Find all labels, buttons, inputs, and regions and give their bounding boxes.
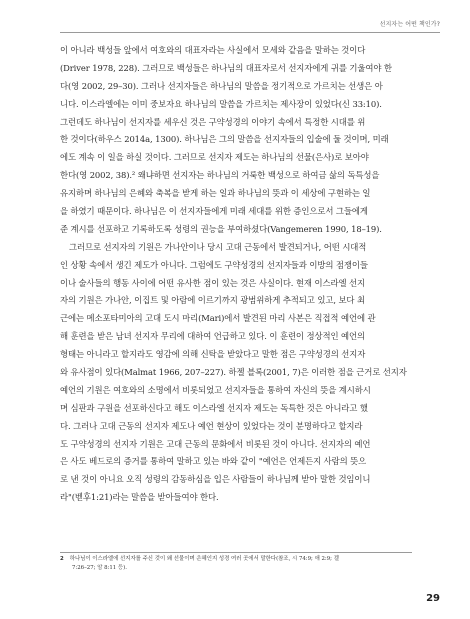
text-line: 인 상황 속에서 생긴 제도가 아니다. 그럼에도 구약성경의 선지자들과 이방의 점쟁이들 [60,259,368,270]
text-line: 도 구약성경의 선지자 기원은 고대 근동의 문화에서 비롯된 것이 아니다. 선지자의 예언 [60,438,371,449]
text-line: 근에는 메소포타미아의 고대 도시 마리(Mari)에서 발견된 마리 사본은 직접적 예언에 관 [60,313,376,324]
footnote [60,555,412,573]
running-title: 선지자는 어떤 책인가? [379,21,440,28]
footnote-line-continued: 7:26–27; 암 8:11 등). [72,565,127,571]
text-line: 유지하며 하나님의 은혜와 축복을 받게 하는 일과 하나님의 뜻과 이 세상에 구현하는 일 [60,188,371,199]
text-line: 예언의 기원은 여호와의 소명에서 비롯되었고 선지자들을 통하여 자신의 뜻을 계시하시 [60,384,371,395]
footnote-number: 2 [60,556,64,562]
text-line: (Driver 1978, 228). 그러므로 백성들은 하나님의 대표자로서 선지자에게 귀를 기울여야 한 [60,62,392,73]
text-line: 다. 그러나 고대 근동의 선지자 제도나 예언 현상이 있었다는 것이 분명하다고 할지라 [60,420,363,431]
text-line: 로 낸 것이 아니요 오직 성령의 감동하심을 입은 사람들이 하나님께 받아 말한 것임이니 [60,474,371,485]
text-line: 자의 기원은 가나안, 이집트 및 아람에 이르기까지 광범위하게 추적되고 있고, 보다 최 [60,295,365,306]
text-line: 한 것이다(하우스 2014a, 1300). 하나님은 그의 말씀을 선지자들의 입술에 둘 것이며, 미래 [60,134,389,145]
text-line: 형태는 아니라고 할지라도 영감에 의해 신탁을 받았다고 말한 점은 구약성경의 선지자 [60,349,366,360]
text-line: 에도 계속 이 일을 하실 것이다. 그러므로 선지자 제도는 하나님의 선물(은사)로 보아야 [60,152,369,163]
text-line: 을 하였기 때문이다. 하나님은 이 선지자들에게 미래 세대를 위한 증인으로서 그들에게 [60,206,368,217]
footnote-text: 하나님이 이스라엘에 선지자를 주신 것이 왜 선물이며 은혜인지 성경 여러 곳에서 말한다(참조, 시 74:9; 애 2:9; 겔 [69,556,339,562]
text-line: 와 유사점이 있다(Malmat 1966, 207–227). 하젤 블록(2001, 7)은 이러한 점을 근거로 선지자 [60,367,407,378]
footnote-divider [60,552,412,553]
footnote-line [60,555,412,564]
text-line: 다(영 2002, 29–30). 그러나 선지자들은 하나님의 말씀을 정기적으로 가르치는 선생은 아 [60,80,383,91]
running-header [60,18,440,33]
text-line: 니다. 이스라엘에는 이미 중보자요 하나님의 말씀을 가르치는 제사장이 있었다(신 33:10). [60,98,382,109]
text-line: 그런데도 하나님이 선지자를 세우신 것은 구약성경의 이야기 속에서 특정한 시대를 위 [60,116,366,127]
text-line: 라"(벧후1:21)라는 말씀을 받아들여야 한다. [60,492,219,503]
text-line: 이나 술사들의 행동 사이에 어떤 유사한 점이 있는 것은 사실이다. 현재 이스라엘 선지 [60,277,365,288]
text-line: 며 심판과 구원을 선포하신다고 해도 이스라엘 선지자 제도는 독특한 것은 아니라고 했 [60,402,368,413]
text-line: 준 계시를 선포하고 기록하도록 성령의 권능을 부여하셨다(Vangemeren 1990, 18–19). [60,223,382,234]
text-line: 은 사도 베드로의 증거를 통하여 말하고 있는 바와 같이 "예언은 언제든지 사람의 뜻으 [60,456,367,467]
paragraph-start-line: 그러므로 선지자의 기원은 가나안이나 당시 고대 근동에서 발견되거나, 어떤 시대적 [69,241,367,252]
page-number: 29 [426,593,440,604]
text-line: 이 아니라 백성들 앞에서 여호와의 대표자라는 사실에서 모세와 같음을 말하는 것이다 [60,45,366,55]
text-line: 한다(영 2002, 38).² 왜냐하면 선지자는 하나님의 거룩한 백성으로 하여금 삶의 독특성을 [60,170,380,181]
text-line: 해 훈련을 받은 남녀 선지자 무리에 대하여 언급하고 있다. 이 훈련이 정상적인 예언의 [60,331,365,342]
body-text [60,42,412,507]
